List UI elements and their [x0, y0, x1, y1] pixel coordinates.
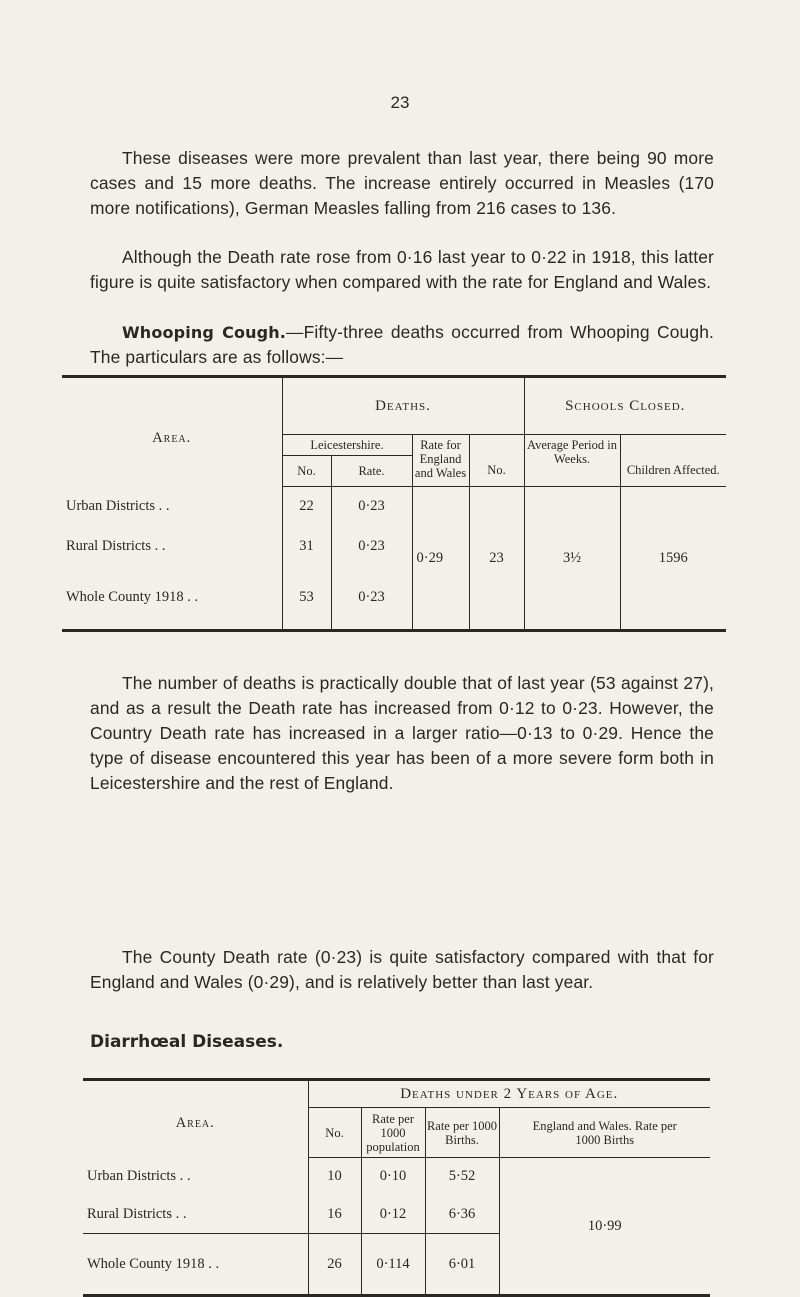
row-area: Rural Districts . . — [87, 1205, 187, 1222]
row-area: Whole County 1918 . . — [66, 589, 199, 606]
leicestershire-rate-header: Rate. — [331, 456, 412, 487]
average-period-value: 3½ — [524, 487, 620, 631]
table-row — [83, 1158, 710, 1196]
row-rate-births: 6·01 — [425, 1234, 499, 1296]
paragraph-county-death-rate: The County Death rate (0·23) is quite satisfactory compared with that for England and Wales (0·29), and is relatively better than last year. — [90, 947, 714, 992]
row-no: 16 — [308, 1196, 361, 1234]
row-rate: 0·23 — [331, 567, 412, 631]
diarrhoea-table — [83, 1078, 710, 1297]
row-area: Whole County 1918 . . — [83, 1234, 308, 1296]
deaths-under-2-header: Deaths under 2 Years of Age. — [308, 1080, 710, 1108]
schools-closed-group-header: Schools Closed. — [524, 377, 726, 435]
leicestershire-header: Leicestershire. — [282, 435, 412, 456]
rate-for-ew-header: Rate for England and Wales — [412, 435, 469, 487]
row-no: 53 — [282, 567, 331, 631]
row-rate-births: 5·52 — [425, 1158, 499, 1196]
england-wales-rate: 10·99 — [499, 1158, 710, 1296]
average-period-header: Average Period in Weeks. — [524, 435, 620, 487]
row-no: 22 — [282, 487, 331, 527]
row-rate-population: 0·10 — [361, 1158, 425, 1196]
area-header: Area. — [152, 430, 192, 446]
whooping-cough-table — [62, 375, 726, 632]
children-affected-value: 1596 — [620, 487, 726, 631]
row-rate-population: 0·114 — [361, 1234, 425, 1296]
schools-closed-value: 23 — [469, 487, 524, 631]
whooping-cough-heading: Whooping Cough. — [122, 323, 287, 342]
table-row — [62, 487, 726, 527]
row-rate-births: 6·36 — [425, 1196, 499, 1234]
row-rate-population: 0·12 — [361, 1196, 425, 1234]
area-header: Area. — [175, 1114, 215, 1131]
leicestershire-no-header: No. — [282, 456, 331, 487]
paragraph-whooping-cough — [90, 320, 714, 370]
schools-no-header: No. — [469, 435, 524, 487]
row-rate: 0·23 — [331, 487, 412, 527]
children-affected-header: Children Affected. — [620, 435, 726, 487]
row-no: 31 — [282, 527, 331, 567]
no-header: No. — [308, 1108, 361, 1158]
row-area: Urban Districts . . — [66, 498, 170, 514]
ew-rate-cell — [412, 487, 469, 631]
paragraph-death-rate: Although the Death rate rose from 0·16 last year to 0·22 in 1918, this latter figure is quite satisfactory when compared with the rate for England and Wales. — [90, 247, 714, 292]
row-rate: 0·23 — [331, 527, 412, 567]
page-number: 23 — [390, 93, 410, 112]
paragraph-measles: These diseases were more prevalent than last year, there being 90 more cases and 15 more deaths. The increase entirely occurred in Measles (170 more notifications), German Measles falling from 216 cases to 136. — [90, 148, 714, 218]
england-wales-header: England and Wales. Rate per 1000 Births — [499, 1108, 710, 1158]
row-area: Rural Districts . . — [66, 538, 166, 554]
whooping-cough-text: —Fifty-three deaths occurred from Whooping Cough. The particulars are as follows:— — [90, 322, 715, 367]
rate-births-header: Rate per 1000 Births. — [425, 1108, 499, 1158]
row-area: Urban Districts . . — [87, 1168, 191, 1184]
ew-rate-value: 0·29 — [416, 550, 444, 566]
rate-population-header: Rate per 1000 population — [361, 1108, 425, 1158]
paragraph-deaths-comparison: The number of deaths is practically double that of last year (53 against 27), and as a result the Death rate has increased from 0·12 to 0·23. However, the Country Death rate has increased in a larger ratio—0·13 to 0·29. Hence the type of disease encountered this year has been of a more severe form both in Leicestershire and the rest of England. — [90, 673, 714, 793]
diarrhoeal-heading: Diarrhœal Diseases. — [90, 1032, 284, 1052]
row-no: 10 — [308, 1158, 361, 1196]
deaths-group-header: Deaths. — [282, 377, 524, 435]
row-no: 26 — [308, 1234, 361, 1296]
